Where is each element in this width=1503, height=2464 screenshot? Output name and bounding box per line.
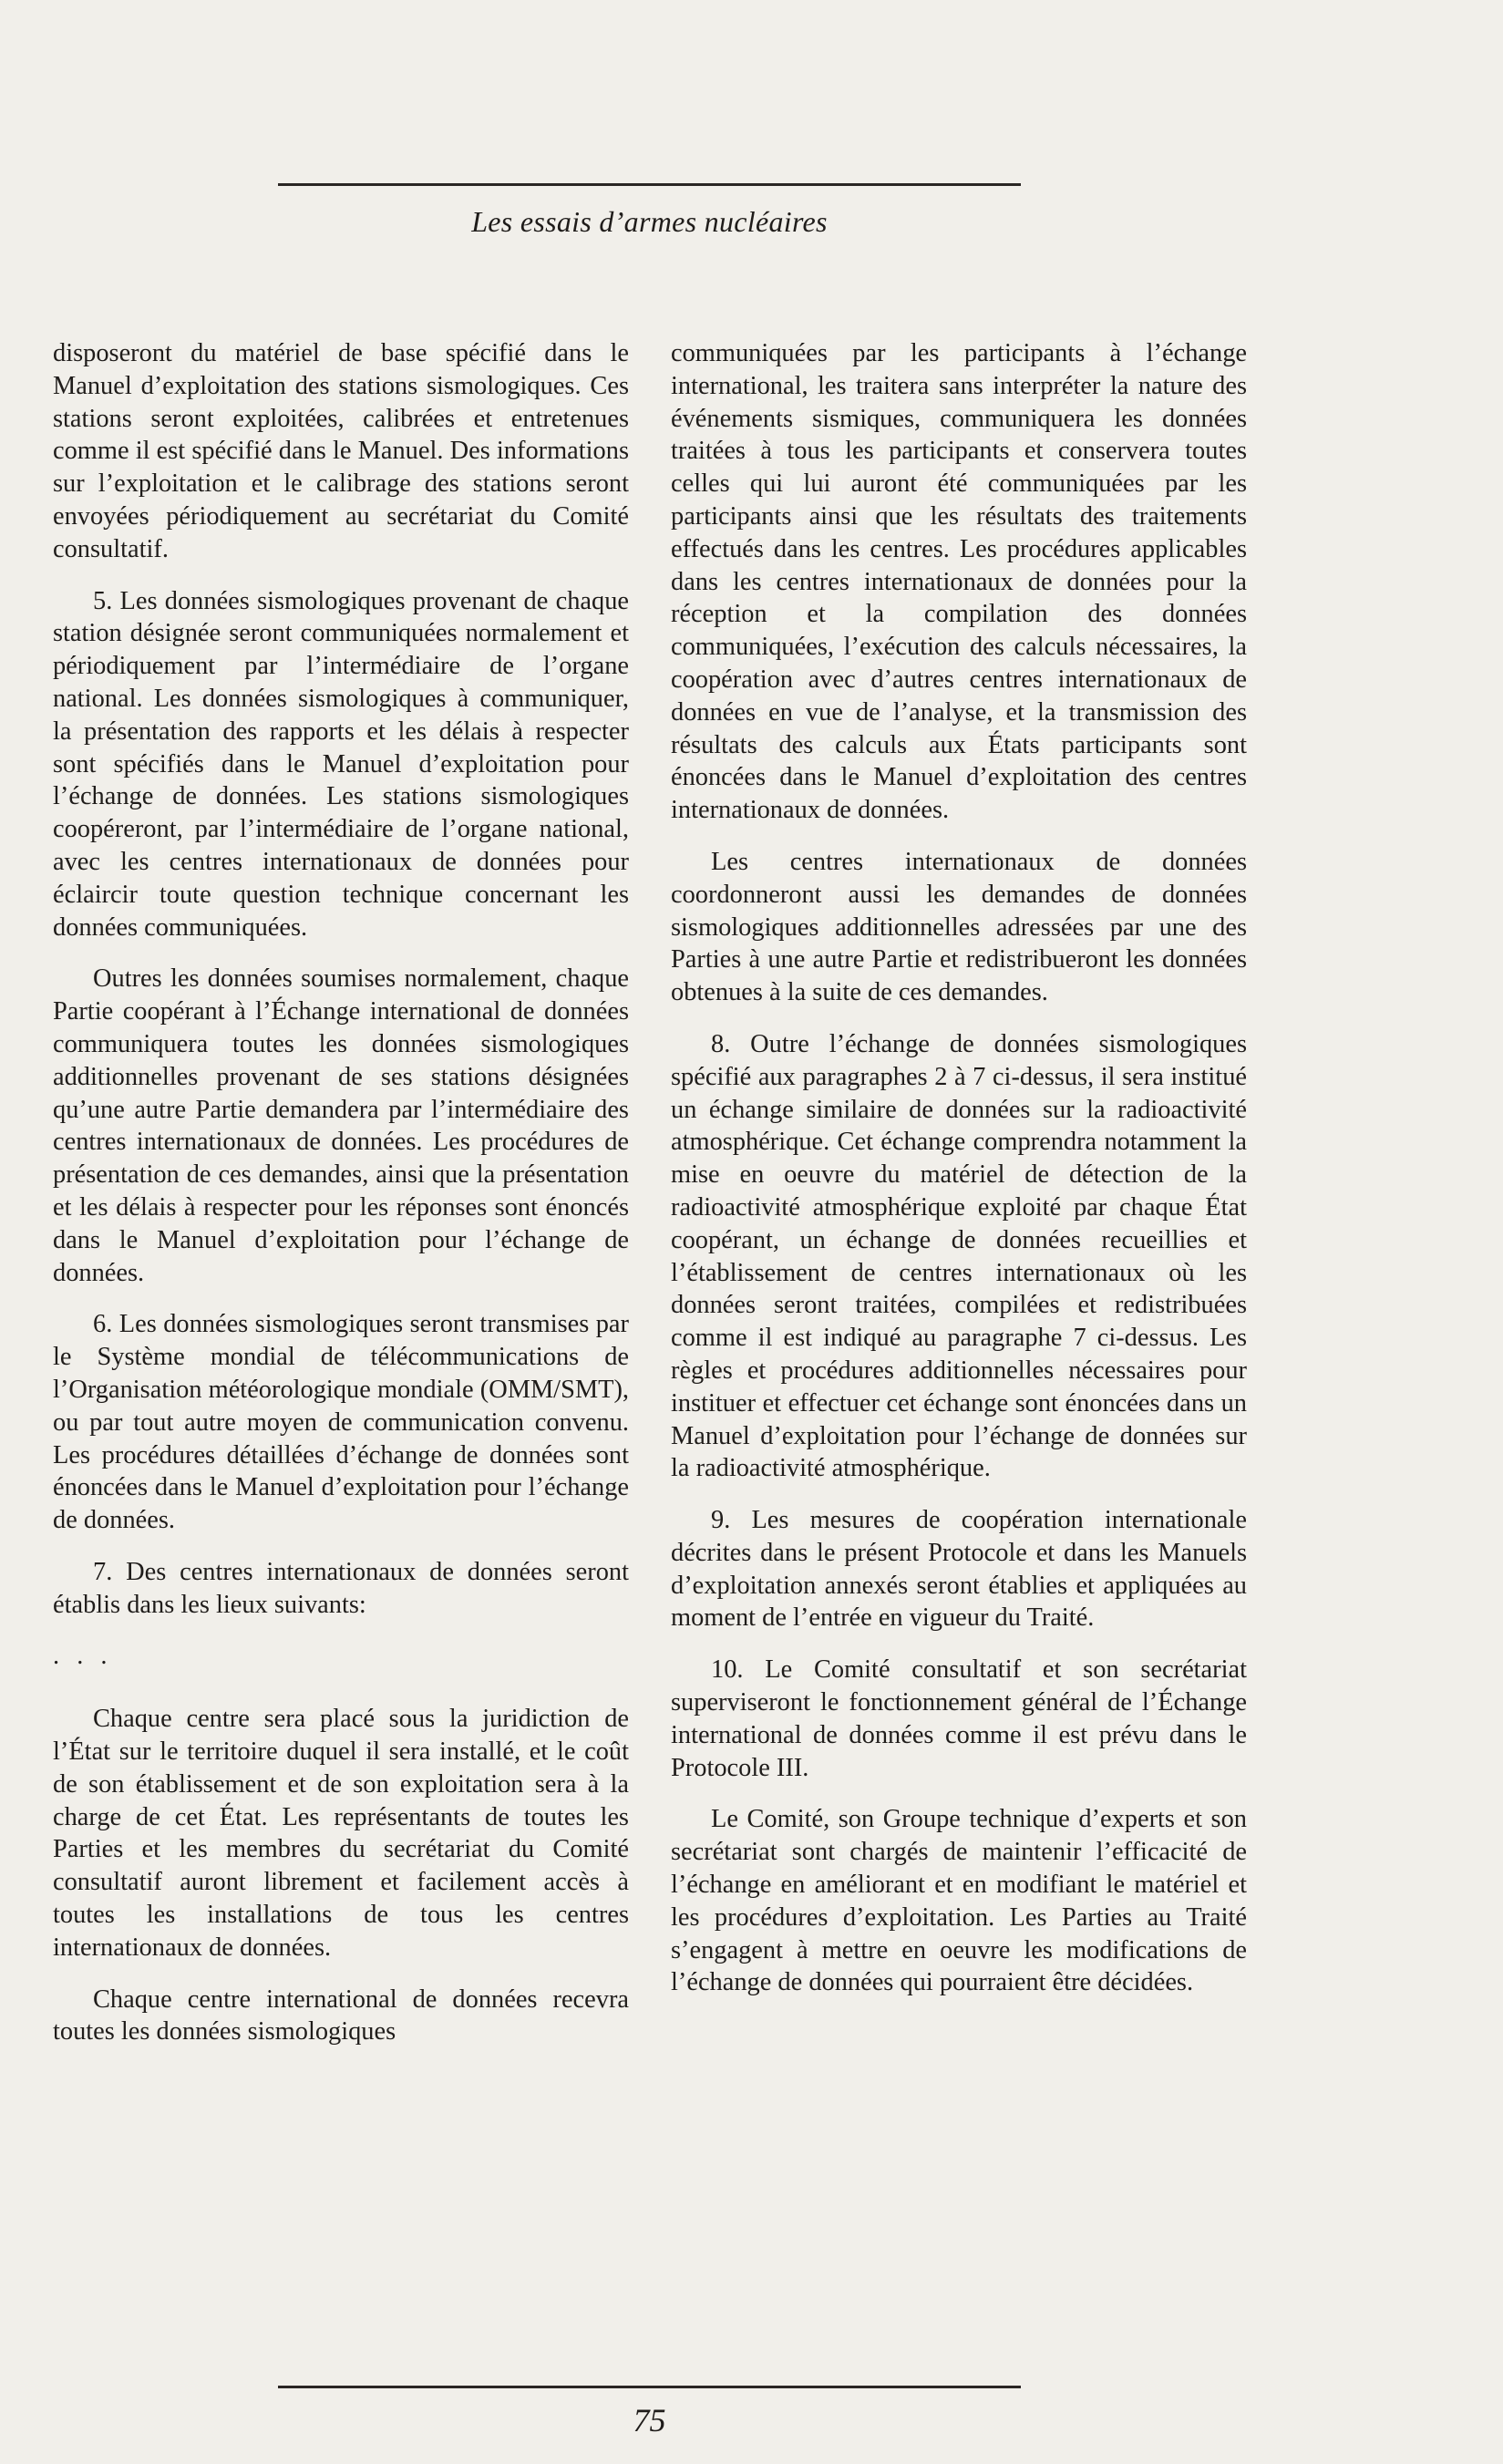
paragraph: Outres les données soumises normalement, chaque Partie coopérant à l’Échange international de données communiquera toutes les données sismologiques additionnelles provenant de ses stations désignées qu’une autre Partie demandera par l’intermédiaire des centres internationaux de données. Les procédures de présentation de ces demandes, ainsi que la présentation et les délais à respecter pour les réponses sont énoncés dans le Manuel d’exploitation pour l’échange de données. bbox=[53, 964, 629, 1287]
page-number: 75 bbox=[633, 2402, 666, 2438]
paragraph: Chaque centre international de données recevra toutes les données sismologiques bbox=[53, 1985, 629, 2046]
paragraph: Chaque centre sera placé sous la juridiction de l’État sur le territoire duquel il sera installé, et le coût de son établissement et de son exploitation sera à la charge de cet État. Les représentants de toutes les Parties et les membres du secrétariat du Comité consultatif auront librement et facilement accès à toutes les installations de tous les centres internationaux de données. bbox=[53, 1705, 629, 1962]
paragraph: 7. Des centres internationaux de données seront établis dans les lieux suivants: bbox=[53, 1557, 629, 1619]
paragraph: 8. Outre l’échange de données sismologiques spécifié aux paragraphes 2 à 7 ci-dessus, il sera institué un échange similaire de données sur la radioactivité atmosphérique. Cet échange comprendra notamment la mise en oeuvre du matériel de détection de la radioactivité atmosphérique exploité par chaque État coopérant, un échange de données recueillies et l’établissement de centres internationaux où les données seront traitées, compilées et redistribuées comme il est indiqué au paragraphe 7 ci-dessus. Les règles et procédures additionnelles nécessaires pour instituer et effectuer cet échange sont énoncées dans un Manuel d’exploitation pour l’échange de données sur la radioactivité atmosphérique. bbox=[671, 1029, 1247, 1483]
paragraph: Les centres internationaux de données coordonneront aussi les demandes de données sismologiques additionnelles adressées par une des Parties à une autre Partie et redistribueront les données obtenues à la suite de ces demandes. bbox=[671, 847, 1247, 1007]
header-rule bbox=[278, 183, 1021, 186]
paragraph: Le Comité, son Groupe technique d’experts et son secrétariat sont chargés de maintenir l’efficacité de l’échange en améliorant et en modifiant le matériel et les procédures d’exploitation. Les Parties au Traité s’engagent à mettre en oeuvre les modifications de l’échange de données qui pourraient être décidées. bbox=[671, 1805, 1247, 1997]
ellipsis: . . . bbox=[53, 1642, 113, 1671]
paragraph: 9. Les mesures de coopération internationale décrites dans le présent Protocole et dans les Manuels d’exploitation annexés seront établies et appliquées au moment de l’entrée en vigueur du Traité. bbox=[671, 1506, 1247, 1633]
left-column bbox=[53, 337, 629, 2067]
paragraph: 6. Les données sismologiques seront transmises par le Système mondial de télécommunications de l’Organisation météorologique mondiale (OMM/SMT), ou par tout autre moyen de communication convenu. Les procédures détaillées d’échange de données sont énoncées dans le Manuel d’exploitation pour l’échange de données. bbox=[53, 1310, 629, 1535]
paragraph: 5. Les données sismologiques provenant de chaque station désignée seront communiquées normalement et périodiquement par l’intermédiaire de l’organe national. Les données sismologiques à communiquer, la présentation des rapports et les délais à respecter sont spécifiés dans le Manuel d’exploitation pour l’échange de données. Les stations sismologiques coopéreront, par l’intermédiaire de l’organe national, avec les centres internationaux de données pour éclaircir toute question technique concernant les données communiquées. bbox=[53, 586, 629, 942]
paragraph: disposeront du matériel de base spécifié dans le Manuel d’exploitation des stations sismologiques. Ces stations seront exploitées, calibrées et entretenues comme il est spécifié dans le Manuel. Des informations sur l’exploitation et le calibrage des stations seront envoyées périodiquement au secrétariat du Comité consultatif. bbox=[53, 339, 629, 563]
paragraph: communiquées par les participants à l’échange international, les traitera sans interpréter la nature des événements sismiques, communiquera les données traitées à tous les participants et conservera toutes celles qui lui auront été communiquées par les participants ainsi que les résultats des traitements effectués dans les centres. Les procédures applicables dans les centres internationaux de données pour la réception et la compilation des données communiquées, l’exécution des calculs nécessaires, la coopération avec d’autres centres internationaux de données en vue de l’analyse, et la transmission des résultats des calculs aux États participants sont énoncées dans le Manuel d’exploitation des centres internationaux de données. bbox=[671, 339, 1247, 825]
running-head: Les essais d’armes nucléaires bbox=[471, 205, 828, 238]
paragraph: 10. Le Comité consultatif et son secrétariat superviseront le fonctionnement général de l’Échange international de données comme il est prévu dans le Protocole III. bbox=[671, 1655, 1247, 1782]
right-column bbox=[671, 337, 1247, 2018]
footer-rule bbox=[278, 2386, 1021, 2388]
